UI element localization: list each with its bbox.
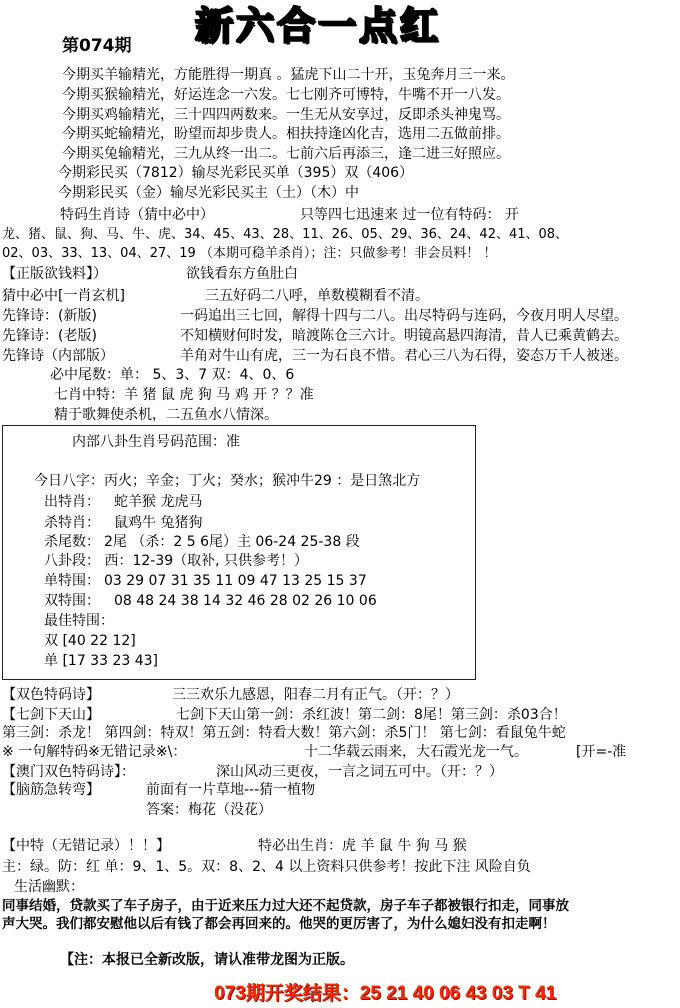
zodiac-poem-text: 只等四七迅速来 过一位有特码： 开 [300,207,519,223]
riddle-label: 【脑筋急转弯】 [2,782,100,798]
guess-text: 三五好码二八呼，单数模糊看不清。 [205,288,429,304]
tail-numbers: 必中尾数：单： 5、3、7 双：4、0、6 [50,367,295,383]
one-sentence-right: [开=-准 [576,744,627,760]
song-line: 精于歌舞使杀机，二五鱼水八情深。 [54,407,278,423]
humor-label: 生活幽默： [14,879,84,895]
seven-sword-text: 第三剑：杀龙！ 第四剑：特双！第五剑：特看大数！第六剑：杀5门！ 第七剑：看鼠兔牛蛇 [2,725,566,741]
zodiac-poem-label: 特码生肖诗（猜中必中） [60,207,214,223]
bazi-line: 今日八字：丙火；辛金；丁火；癸水；猴冲牛29 ：是日煞北方 [34,473,421,489]
footer-note: 【注：本报已全新改版，请认准带龙图为正版。 [60,952,354,968]
seven-sword-text: 七剑下天山第一剑：杀红波！第二剑：8尾！第三剑：杀03合！ [176,707,567,723]
kill-label: 杀特肖： [44,515,100,531]
main-line: 主：绿。防：红 单：9、1、5。双：8、2、4 以上资料只供参考！按此下注 风险自负 [2,859,531,875]
lottery-line: 今期彩民买（7812）输尽光彩民买单（395）双（406） [58,165,414,181]
poem-line: 今期买猴输精光，好运连念一六发。七七刚齐可博特，牛嘴不开一八发。 [62,87,510,103]
number-line: 龙、猪、鼠、狗、马、牛、虎、34、45、43、28、11、26、05、29、36、24、42、41、08、 [2,227,569,242]
poem-line: 今期买羊输精光，方能胜得一期真 。猛虎下山二十开，玉兔奔月三一来。 [62,67,515,83]
pioneer-label: 先锋诗：(老版) [2,328,97,344]
pioneer-label: 先锋诗：(新版) [2,308,97,324]
guess-label: 猜中必中[一肖玄机] [2,288,125,304]
out-value: 蛇羊猴 龙虎马 [114,494,203,510]
riddle-question: 前面有一片草地---猜一植物 [146,782,316,798]
zhongte-label: 【中特（无错记录）！！】 [2,838,170,854]
single-label: 单特围： [44,573,100,589]
zhengban-text: 欲钱看东方鱼肚白 [186,266,298,282]
humor-text: 声大哭。我们都安慰他以后有钱了都会再回来的。他哭的更厉害了，为什么媳妇没有扣走啊！ [2,916,556,932]
tail-value: 2尾 （杀：2 5 6尾）主 06-24 25-38 段 [104,534,360,550]
two-color-label: 【双色特码诗】 [2,687,100,703]
pioneer-text: 不知横财何时发，暗渡陈仓三六计。明镜高悬四海清，昔人已乘黄鹤去。 [180,328,628,344]
two-color-text: 三三欢乐九感恩，阳春二月有正气。（开：？） [172,687,459,703]
kill-value: 鼠鸡牛 兔猪狗 [114,515,203,531]
macau-label: 【澳门双色特码诗】： [2,764,135,780]
tail-label: 杀尾数： [44,534,100,550]
seven-sword-label: 【七剑下天山】 [2,707,100,723]
best-odd: 单 [17 33 23 43] [44,653,158,669]
issue-number: 第074期 [62,36,132,56]
poem-line: 今期买蛇输精光，盼望而却步贵人。相扶持逢凶化吉，选用二五做前排。 [62,126,510,142]
pioneer-text: 一码追出三七回，解得十四与二八。出尽特码与连码，今夜月明人尽望。 [180,308,628,324]
riddle-answer: 答案：梅花（没花） [146,802,272,818]
best-even: 双 [40 22 12] [44,633,136,649]
humor-text: 同事结婚，贷款买了车子房子，由于近来压力过大还不起贷款，房子车子都被银行扣走，同事放 [2,898,569,914]
single-value: 03 29 07 31 35 11 09 47 13 25 15 37 [104,573,367,589]
draw-result: 073期开奖结果：25 21 40 06 43 03 T 41 [214,983,557,1004]
lottery-line: 今期彩民买（金）输尽光彩民买主（土）（木）中 [58,185,359,201]
double-value: 08 48 24 38 14 32 46 28 02 26 10 06 [114,593,377,609]
out-label: 出特肖： [44,494,100,510]
poem-line: 今期买鸡输精光，三十四四两数来。一生无从安享过，反即杀头神鬼骂。 [62,107,510,123]
box-title: 内部八卦生肖号码范围：准 [72,434,240,450]
best-label: 最佳特围： [44,613,114,629]
zhengban-label: 【正版欲钱料】） [2,266,107,282]
pioneer-text: 羊角对牛山有虎，三一为石良不惜。君心三八为石得，姿态万千人被迷。 [180,348,628,364]
double-label: 双特围： [44,593,100,609]
bagua-line: 八卦段： 西：12-39（取补, 只供参考！） [44,553,309,569]
page-title: 新六合一点红 [195,4,442,48]
zhongte-text: 特必出生肖：虎 羊 鼠 牛 狗 马 猴 [258,838,467,854]
one-sentence-text: 十二华载云雨来，大石霞光龙一气。 [304,744,528,760]
seven-zodiac: 七肖中特：羊 猪 鼠 虎 狗 马 鸡 开 ？？准 [54,387,314,403]
pioneer-label: 先锋诗（内部版） [2,348,114,364]
one-sentence-label: ※ 一句解特码※无错记录※\： [2,744,187,760]
macau-text: 深山风动三更夜，一言之词五可中。（开：？） [216,764,503,780]
poem-line: 今期买兔输精光，三九从终一出二。七前六后再添三，逢二进三好照应。 [62,146,510,162]
number-line: 02、03、33、13、04、27、19 （本期可稳羊杀肖）；注：只做参考！非会员料！ ！ [2,246,497,261]
